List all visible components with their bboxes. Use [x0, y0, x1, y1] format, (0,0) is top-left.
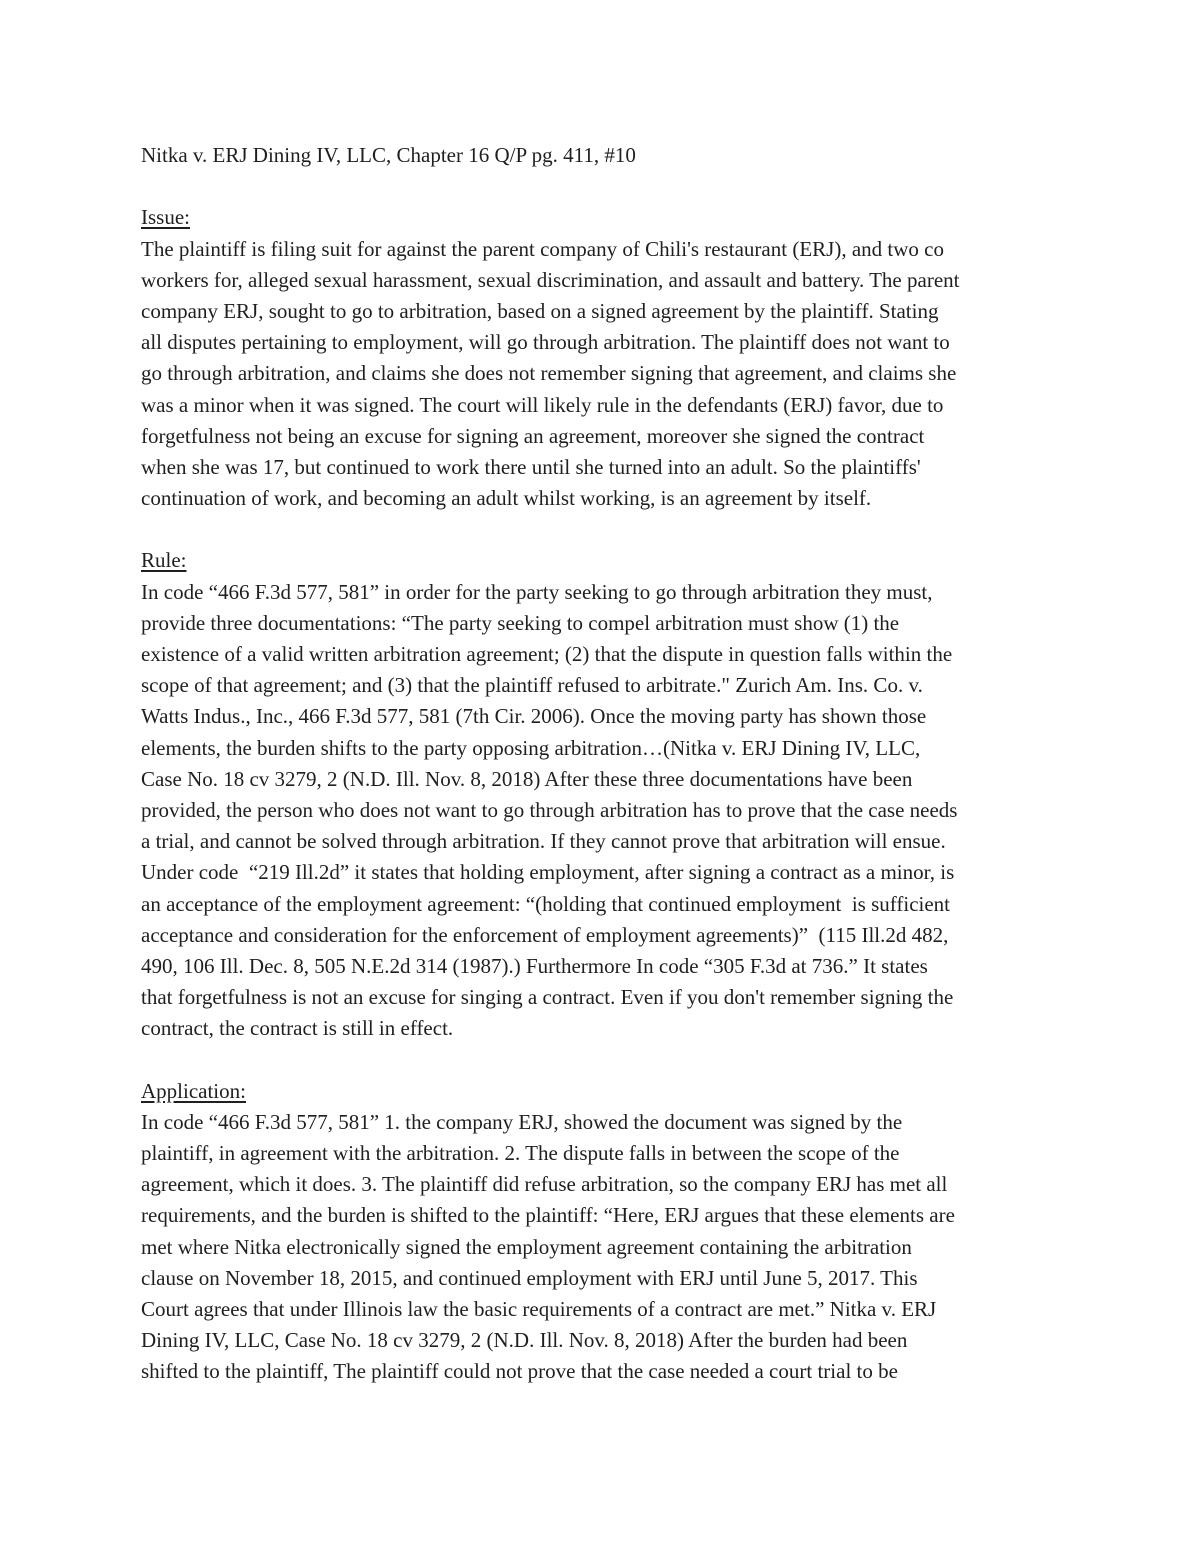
paragraph-line: company ERJ, sought to go to arbitration, based on a signed agreement by the plaintiff. Stating — [141, 298, 939, 323]
paragraph-line: scope of that agreement; and (3) that the plaintiff refused to arbitrate." Zurich Am. Ins. Co. v. — [141, 673, 923, 698]
document-body — [141, 140, 1081, 1388]
section-body-rule — [141, 577, 1081, 1045]
paragraph-line: forgetfulness not being an excuse for signing an agreement, moreover she signed the contract — [141, 423, 925, 448]
spacer — [141, 1044, 1081, 1075]
paragraph-line: shifted to the plaintiff, The plaintiff could not prove that the case needed a court trial to be — [141, 1359, 898, 1384]
section-heading-issue: Issue: — [141, 205, 190, 230]
paragraph-line: contract, the contract is still in effect. — [141, 1016, 454, 1041]
paragraph-line: acceptance and consideration for the enforcement of employment agreements)” (115 Ill.2d 482, — [141, 922, 949, 947]
paragraph-line: when she was 17, but continued to work there until she turned into an adult. So the plaintiffs' — [141, 454, 921, 479]
paragraph-line: that forgetfulness is not an excuse for singing a contract. Even if you don't remember signing the — [141, 985, 954, 1010]
section-heading-rule: Rule: — [141, 548, 187, 573]
spacer — [141, 171, 1081, 202]
paragraph-line: was a minor when it was signed. The court will likely rule in the defendants (ERJ) favor, due to — [141, 392, 944, 417]
paragraph-line: all disputes pertaining to employment, will go through arbitration. The plaintiff does not want to — [141, 330, 950, 355]
paragraph-line: an acceptance of the employment agreement: “(holding that continued employment is sufficient — [141, 891, 951, 916]
section-heading-application: Application: — [141, 1078, 246, 1103]
paragraph-line: In code “466 F.3d 577, 581” in order for the party seeking to go through arbitration they must, — [141, 579, 933, 604]
paragraph-line: a trial, and cannot be solved through arbitration. If they cannot prove that arbitration will ensue. — [141, 829, 946, 854]
paragraph-line: requirements, and the burden is shifted to the plaintiff: “Here, ERJ argues that these elements are — [141, 1203, 955, 1228]
paragraph-line: 490, 106 Ill. Dec. 8, 505 N.E.2d 314 (1987).) Furthermore In code “305 F.3d at 736.” It states — [141, 953, 928, 978]
paragraph-line: provided, the person who does not want to go through arbitration has to prove that the case needs — [141, 797, 958, 822]
paragraph-line: Watts Indus., Inc., 466 F.3d 577, 581 (7th Cir. 2006). Once the moving party has shown those — [141, 704, 927, 729]
paragraph-line: workers for, alleged sexual harassment, sexual discrimination, and assault and battery. The parent — [141, 267, 960, 292]
document-title: Nitka v. ERJ Dining IV, LLC, Chapter 16 Q/P pg. 411, #10 — [141, 143, 636, 167]
paragraph-line: met where Nitka electronically signed the employment agreement containing the arbitration — [141, 1234, 912, 1259]
paragraph-line: Case No. 18 cv 3279, 2 (N.D. Ill. Nov. 8, 2018) After these three documentations have been — [141, 766, 913, 791]
paragraph-line: agreement, which it does. 3. The plaintiff did refuse arbitration, so the company ERJ has met all — [141, 1172, 948, 1197]
spacer — [141, 514, 1081, 545]
paragraph-line: existence of a valid written arbitration agreement; (2) that the dispute in question falls within the — [141, 642, 953, 666]
paragraph-line: elements, the burden shifts to the party opposing arbitration…(Nitka v. ERJ Dining IV, LLC, — [141, 735, 921, 760]
paragraph-line: Under code “219 Ill.2d” it states that holding employment, after signing a contract as a minor, is — [141, 860, 955, 885]
paragraph-line: Dining IV, LLC, Case No. 18 cv 3279, 2 (N.D. Ill. Nov. 8, 2018) After the burden had been — [141, 1328, 908, 1353]
paragraph-line: provide three documentations: “The party seeking to compel arbitration must show (1) the — [141, 610, 900, 635]
section-body-application — [141, 1107, 1081, 1388]
paragraph-line: In code “466 F.3d 577, 581” 1. the company ERJ, showed the document was signed by the — [141, 1109, 903, 1134]
paragraph-line: The plaintiff is filing suit for against the parent company of Chili's restaurant (ERJ), and two co — [141, 236, 944, 261]
section-body-issue — [141, 234, 1081, 515]
paragraph-line: go through arbitration, and claims she does not remember signing that agreement, and claims she — [141, 361, 957, 386]
paragraph-line: plaintiff, in agreement with the arbitration. 2. The dispute falls in between the scope of the — [141, 1141, 900, 1165]
paragraph-line: continuation of work, and becoming an adult whilst working, is an agreement by itself. — [141, 486, 872, 511]
paragraph-line: Court agrees that under Illinois law the basic requirements of a contract are met.” Nitka v. ERJ — [141, 1296, 937, 1321]
paragraph-line: clause on November 18, 2015, and continued employment with ERJ until June 5, 2017. This — [141, 1265, 918, 1290]
